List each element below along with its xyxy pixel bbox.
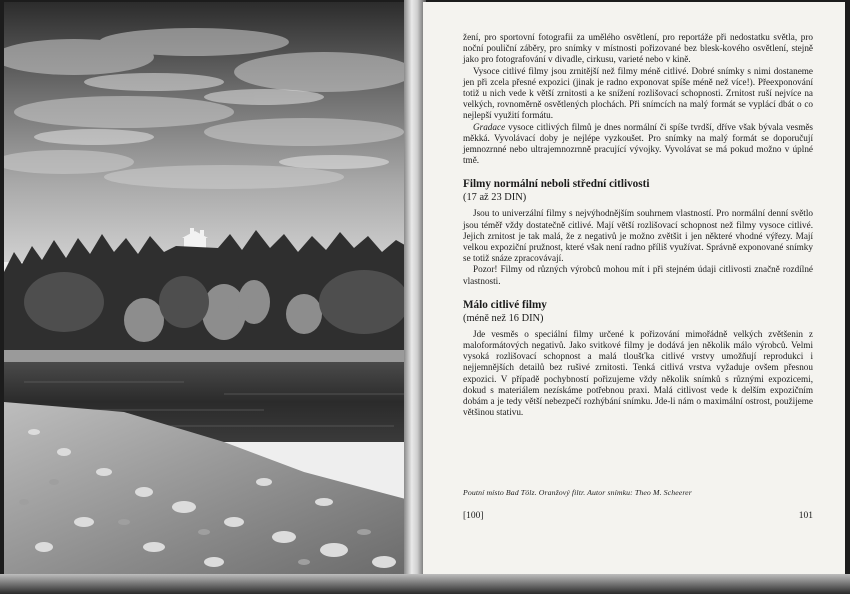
paragraph <box>463 122 813 167</box>
book-bottom-edge <box>0 574 850 594</box>
right-page <box>423 2 845 574</box>
section-heading: Málo citlivé filmy <box>463 298 547 311</box>
photo-caption: Poutní místo Bad Tölz. Oranžový filtr. Autor snímku: Theo M. Scheerer <box>463 488 692 497</box>
paragraph: Vysoce citlivé filmy jsou zrnitější než filmy méně citlivé. Dobré snímky s nimi dostaneme jen při zcela přesné expozici (jinak je radno exponovat spíše méně než více!). Přeexponování totiž u nich vede k větší zrnitosti a ke snížení rozlišovací schopnosti. Zrnitost ruší nejvíce na velkých, rovnoměrně osvětlených plochách. Při snímcích na malý formát se vyplácí dbát o co nejlepší využití formátu. <box>463 65 813 121</box>
section-subheading: (méně než 16 DIN) <box>463 312 544 324</box>
paragraph: Jde vesměs o speciální filmy určené k pořizování mimořádně velkých zvětšenin z maloformátových negativů. Jako svitkové filmy je dodává jen několik málo výrobců. Velmi vysoká rozlišovací schopnost a malá tloušťka citlivé vrstvy umožňují reprodukci i nejjemnějších detailů bez rušivé zrnitosti. Tenká citlivá vrstva vyžaduje ovšem přesnou expozici. V případě pochybností pořizujeme vždy několik snímků s různými expozicemi, dokud s materiálem nezískáme potřebnou praxi. Malá citlivost vede k delším expozičním dobám a je tedy větší nebezpečí rozhýbání snímku. Jde-li nám o maximální ostrost, použijeme většinou stativu. <box>463 328 813 418</box>
section-heading: Filmy normální neboli střední citlivosti <box>463 178 650 191</box>
left-page <box>4 2 417 574</box>
section-subheading: (17 až 23 DIN) <box>463 192 527 204</box>
page-number-right: 101 <box>798 511 813 521</box>
page-number-left: [100] <box>463 511 484 521</box>
paragraph-text: vysoce citlivých filmů je dnes normální či spíše tvrdší, dříve však bývala vesměs měkká. Vyvolávací doby je nejlépe vyzkoušet. Pro snímky na malý formát se doporučují jemnozrnné nebo ultrajemnozrnně pracující vývojky. Vyvolávat se má pokud možno v úplné tmě. <box>463 121 813 166</box>
landscape-photo-icon <box>4 2 417 574</box>
paragraph: Pozor! Filmy od různých výrobců mohou mít i při stejném údaji citlivosti značně rozdílné vlastnosti. <box>463 264 813 286</box>
paragraph: Jsou to univerzální filmy s nejvýhodnějším souhrnem vlastností. Pro normální denní světlo jsou téměř vždy dostatečně citlivé. Mají větší rozlišovací schopnost než filmy vysoce citlivé. Jejich zrnitost je tak malá, že z negativů je možno zvětšit i jen některé vhodné výřezy. Mají velkou expoziční pružnost, které však není radno příliš využívat. Správně exponované snímky se totiž snáze zpracovávají. <box>463 208 813 264</box>
body-text <box>463 32 813 418</box>
paragraph: žení, pro sportovní fotografii za umělého osvětlení, pro reportáže při nedostatku světla, pro noční pouliční záběry, pro snímky v místnosti pořizované bez blesk-kového osvětlení, stejně jako pro fotografování v divadle, cirkusu, varieté nebo v kině. <box>463 32 813 65</box>
emphasis-word: Gradace <box>473 121 506 132</box>
